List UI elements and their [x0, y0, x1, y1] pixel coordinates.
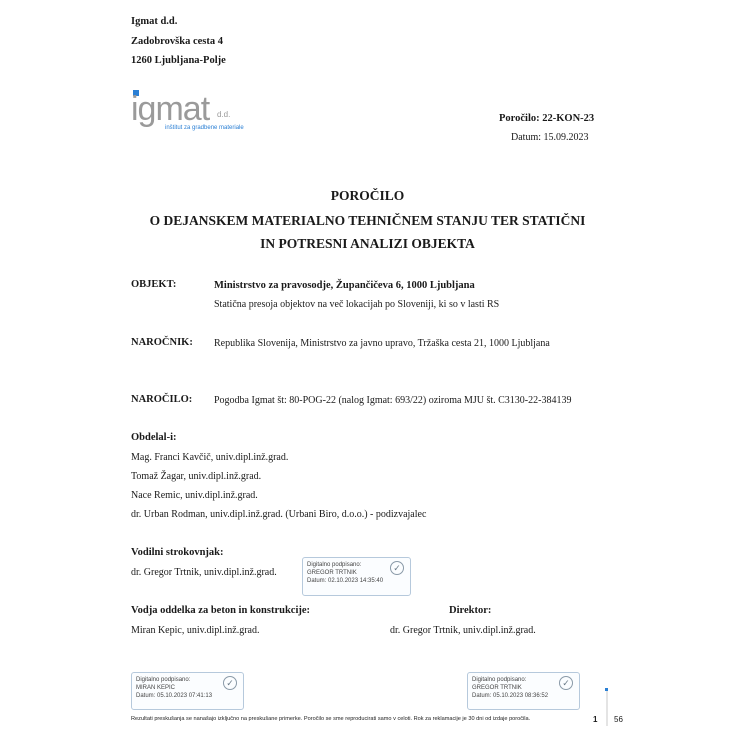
company-street: Zadobrovška cesta 4 — [131, 36, 223, 47]
logo-tagline: inštitut za gradbene materiale — [165, 125, 244, 131]
client-label: NAROČNIK: — [131, 337, 193, 348]
signature-date: Datum: 05.10.2023 08:36:52 — [472, 693, 549, 700]
department-head-label: Vodja oddelka za beton in konstrukcije: — [131, 605, 311, 616]
report-date: Datum: 15.09.2023 — [511, 132, 589, 143]
title-line-2: O DEJANSKEM MATERIALNO TEHNIČNEM STANJU TER STATIČNI — [149, 213, 586, 228]
checkmark-icon: ✓ — [223, 676, 237, 690]
signature-title: Digitalno podpisano: — [136, 677, 191, 683]
page-number: 1 — [593, 715, 598, 724]
object-label: OBJEKT: — [131, 279, 177, 290]
company-name: Igmat d.d. — [131, 16, 178, 27]
director-name: dr. Gregor Trtnik, univ.dipl.inž.grad. — [390, 625, 536, 636]
director-signature-stamp — [467, 672, 580, 710]
signature-date: Datum: 02.10.2023 14:35:40 — [307, 578, 384, 585]
department-head-name: Miran Kepic, univ.dipl.inž.grad. — [131, 625, 260, 636]
author-item: dr. Urban Rodman, univ.dipl.inž.grad. (Urbani Biro, d.o.o.) - podizvajalec — [131, 509, 427, 520]
lead-expert-name: dr. Gregor Trtnik, univ.dipl.inž.grad. — [131, 567, 277, 578]
author-item: Tomaž Žagar, univ.dipl.inž.grad. — [131, 471, 262, 482]
signature-signer: GREGOR TRTNIK — [472, 685, 522, 692]
signature-title: Digitalno podpisano: — [472, 677, 527, 683]
object-value-rest: , Župančičeva 6, 1000 Ljubljana — [330, 280, 475, 291]
object-value — [214, 280, 475, 291]
checkmark-icon: ✓ — [390, 561, 404, 575]
footer-note: Rezultati preskušanja se nanašajo izključno na preskušane primerke. Poročilo se sme reproducirati samo v celoti. Rok za reklamacije je 30 dni od izdaje poročila. — [131, 716, 531, 722]
signature-date: Datum: 05.10.2023 07:41:13 — [136, 693, 213, 700]
title-line-1: POROČILO — [330, 188, 405, 203]
footer-accent-dot — [605, 688, 608, 691]
signature-signer: MIRAN KEPIC — [136, 685, 176, 692]
lead-signature-stamp — [302, 557, 411, 596]
lead-expert-label: Vodilni strokovnjak: — [131, 547, 224, 558]
checkmark-icon: ✓ — [559, 676, 573, 690]
author-item: Nace Remic, univ.dipl.inž.grad. — [131, 490, 258, 501]
object-note: Statična presoja objektov na več lokacijah po Sloveniji, ki so v lasti RS — [214, 299, 500, 310]
order-value: Pogodba Igmat št: 80-POG-22 (nalog Igmat: 693/22) oziroma MJU št. C3130-22-384139 — [214, 395, 572, 406]
signature-title: Digitalno podpisano: — [307, 562, 362, 568]
order-label: NAROČILO: — [131, 394, 193, 405]
title-line-3: IN POTRESNI ANALIZI OBJEKTA — [260, 236, 475, 251]
footer-divider — [606, 688, 608, 726]
signature-signer: GREGOR TRTNIK — [307, 570, 357, 577]
object-value-bold: Ministrstvo za pravosodje — [214, 280, 331, 291]
company-city: 1260 Ljubljana-Polje — [131, 55, 226, 66]
report-number: Poročilo: 22-KON-23 — [499, 113, 595, 124]
logo-word: igmat — [131, 90, 210, 128]
author-item: Mag. Franci Kavčič, univ.dipl.inž.grad. — [131, 452, 289, 463]
company-logo — [131, 88, 271, 138]
director-label: Direktor: — [449, 605, 492, 616]
logo-suffix: d.d. — [217, 110, 231, 119]
head-signature-stamp — [131, 672, 244, 710]
page-total: 56 — [614, 715, 623, 724]
client-value: Republika Slovenija, Ministrstvo za javno upravo, Tržaška cesta 21, 1000 Ljubljana — [214, 338, 550, 349]
authors-label: Obdelal-i: — [131, 432, 177, 443]
